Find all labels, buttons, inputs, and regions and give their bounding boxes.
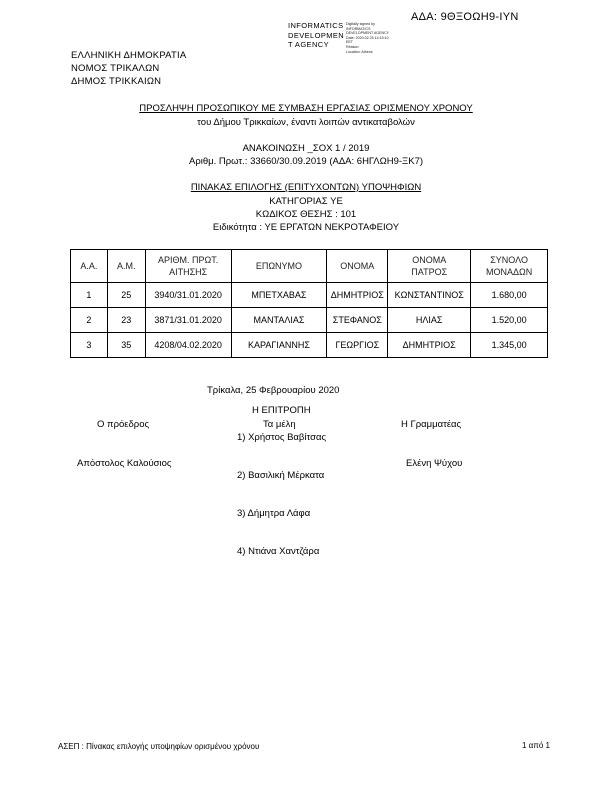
org-line-republic: ΕΛΛΗΝΙΚΗ ΔΗΜΟΚΡΑΤΙΑ: [71, 50, 187, 61]
header-aa: [71, 250, 108, 283]
committee-heading: Η ΕΠΙΤΡΟΠΗ: [252, 405, 311, 416]
header-text: ΕΠΩΝΥΜΟ: [255, 261, 303, 271]
cell-father-name: ΚΩΝΣΤΑΝΤΙΝΟΣ: [388, 283, 471, 308]
header-text: ΠΑΤΡΟΣ: [411, 267, 448, 277]
cell-protocol: 3940/31.01.2020: [145, 283, 231, 308]
signature-detail-line: Date: 2020.02.25 14:15:10: [346, 35, 389, 40]
cell-aa: 3: [71, 333, 108, 358]
position-code-line: ΚΩΔΙΚΟΣ ΘΕΣΗΣ : 101: [255, 209, 357, 220]
header-text: ΣΥΝΟΛΟ: [490, 255, 528, 265]
header-text: Α.Μ.: [117, 261, 136, 271]
cell-father-name: ΔΗΜΗΤΡΙΟΣ: [388, 333, 471, 358]
member-4: 4) Ντιάνα Χαντζάρα: [237, 546, 320, 557]
header-father-name: [388, 250, 471, 283]
secretary-name: Ελένη Ψύχου: [406, 458, 463, 469]
cell-protocol: 3871/31.01.2020: [145, 308, 231, 333]
specialty-line: Ειδικότητα : ΥΕ ΕΡΓΑΤΩΝ ΝΕΚΡΟΤΑΦΕΙΟΥ: [212, 222, 400, 233]
members-label: Τα μέλη: [263, 419, 296, 430]
signature-detail-line: Reason:: [346, 44, 360, 49]
signature-org-line: DEVELOPMEN: [288, 30, 345, 40]
cell-protocol: 4208/04.02.2020: [145, 333, 231, 358]
president-label: Ο πρόεδρος: [97, 419, 150, 430]
table-row: [71, 333, 548, 358]
header-name: [327, 250, 388, 283]
signature-org-line: INFORMATICS: [288, 21, 344, 30]
cell-aa: 2: [71, 308, 108, 333]
date-line: Τρίκαλα, 25 Φεβρουαρίου 2020: [207, 385, 340, 396]
header-text: Α.Α.: [80, 261, 98, 271]
cell-name: ΓΕΩΡΓΙΟΣ: [327, 333, 388, 358]
cell-total-points: 1.345,00: [471, 333, 548, 358]
cell-surname: ΚΑΡΑΓΙΑΝΝΗΣ: [231, 333, 327, 358]
header-text: ΜΟΝΑΔΩΝ: [485, 267, 533, 277]
member-3: 3) Δήμητρα Λάφα: [237, 508, 311, 519]
cell-name: ΣΤΕΦΑΝΟΣ: [327, 308, 388, 333]
header-surname: [231, 250, 327, 283]
header-am: [107, 250, 145, 283]
secretary-label: Η Γραμματέας: [401, 419, 462, 430]
document-title-main: ΠΡΟΣΛΗΨΗ ΠΡΟΣΩΠΙΚΟΥ ΜΕ ΣΥΜΒΑΣΗ ΕΡΓΑΣΙΑΣ ΟΡΙΣΜΕΝΟΥ ΧΡΟΝΟΥ: [139, 103, 473, 114]
signature-details: [346, 22, 389, 54]
header-text: ΑΡΙΘΜ. ΠΡΩΤ.: [158, 255, 219, 265]
announcement-label: ΑΝΑΚΟΙΝΩΣΗ _ΣΟΧ 1 / 2019: [242, 143, 370, 154]
cell-surname: ΜΠΕΤΧΑΒΑΣ: [231, 283, 327, 308]
document-title: [0, 103, 612, 114]
table-title-text: ΠΙΝΑΚΑΣ ΕΠΙΛΟΓΗΣ (ΕΠΙΤΥΧΟΝΤΩΝ) ΥΠΟΨΗΦΙΩΝ: [190, 182, 422, 193]
member-2: 2) Βασιλική Μέρκατα: [237, 470, 325, 481]
cell-father-name: ΗΛΙΑΣ: [388, 308, 471, 333]
signature-org-line: T AGENCY: [288, 40, 329, 49]
table-header-row: [71, 250, 548, 283]
footer-left: ΑΣΕΠ : Πίνακας επιλογής υποψηφίων ορισμένου χρόνου: [58, 742, 260, 751]
cell-am: 25: [107, 283, 145, 308]
table-row: [71, 283, 548, 308]
header-total-points: [471, 250, 548, 283]
signature-detail-line: Digitally signed by: [346, 22, 375, 26]
signature-detail-line: INFORMATICS: [346, 26, 371, 31]
candidates-table: [70, 249, 548, 358]
cell-am: 23: [107, 308, 145, 333]
cell-name: ΔΗΜΗΤΡΙΟΣ: [327, 283, 388, 308]
signature-detail-line: Location: Athens: [346, 49, 373, 54]
org-line-prefecture: ΝΟΜΟΣ ΤΡΙΚΑΛΩΝ: [71, 63, 160, 74]
protocol-number: Αριθμ. Πρωτ.: 33660/30.09.2019 (ΑΔΑ: 6ΗΓΛΩΗ9-ΞΚ7): [188, 156, 424, 167]
cell-total-points: 1.520,00: [471, 308, 548, 333]
footer-page-number: 1 από 1: [522, 741, 550, 750]
signature-org-name: [288, 21, 344, 50]
header-text: ΟΝΟΜΑ: [340, 261, 375, 271]
table-row: [71, 308, 548, 333]
org-line-municipality: ΔΗΜΟΣ ΤΡΙΚΚΑΙΩΝ: [71, 76, 162, 87]
signature-detail-line: DEVELOPMENT AGENCY: [346, 31, 390, 36]
header-text: ΑΙΤΗΣΗΣ: [169, 267, 208, 277]
cell-aa: 1: [71, 283, 108, 308]
cell-am: 35: [107, 333, 145, 358]
document-subtitle: του Δήμου Τρικκαίων, έναντι λοιπών αντικαταβολών: [197, 117, 415, 128]
ada-code: ΑΔΑ: 9ΘΞΟΩΗ9-ΙΥΝ: [411, 11, 519, 23]
cell-surname: ΜΑΝΤΑΛΙΑΣ: [231, 308, 327, 333]
member-1: 1) Χρήστος Βαβίτσας: [237, 432, 327, 443]
category-line: ΚΑΤΗΓΟΡΙΑΣ ΥΕ: [269, 196, 343, 207]
header-text: ΟΝΟΜΑ: [412, 255, 447, 265]
signature-detail-line: EET: [346, 40, 353, 45]
president-name: Απόστολος Καλούσιος: [77, 458, 172, 469]
table-title: [0, 182, 612, 193]
digital-signature-stamp: [288, 21, 418, 55]
header-protocol: [145, 250, 231, 283]
cell-total-points: 1.680,00: [471, 283, 548, 308]
